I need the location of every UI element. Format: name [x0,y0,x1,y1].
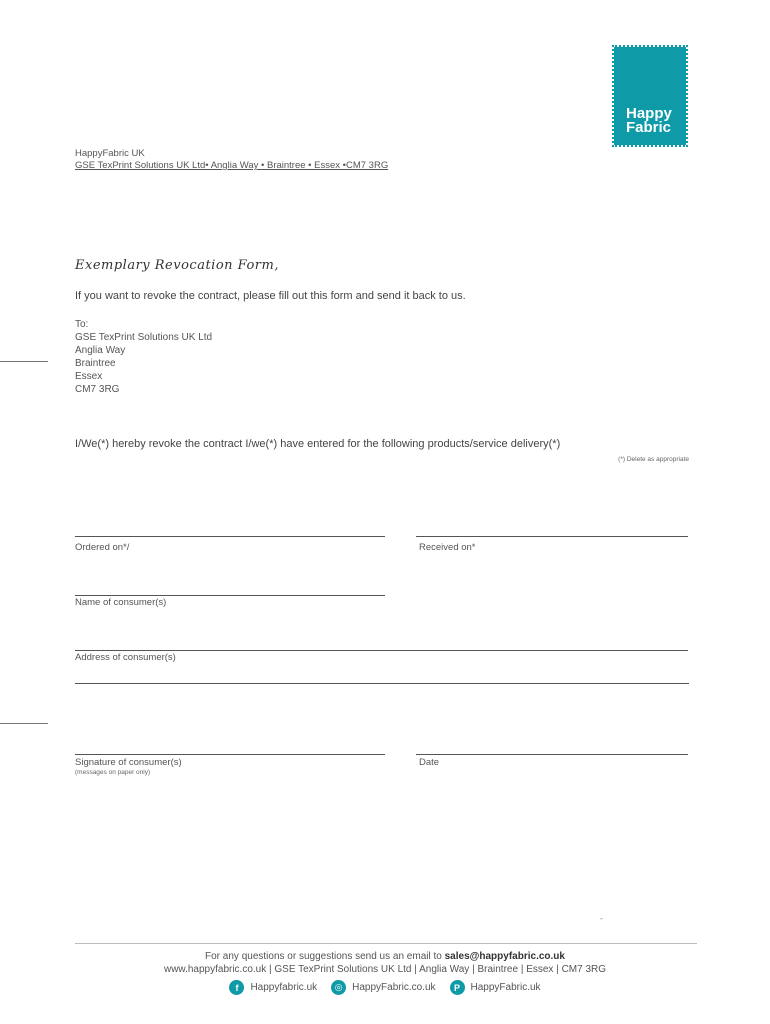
ordered-on-label: Ordered on*/ [75,542,130,553]
social-facebook[interactable] [229,980,317,995]
recipient-line: Essex [75,371,103,382]
sender-name: HappyFabric UK [75,148,145,159]
facebook-icon: f [229,980,244,995]
recipient-address [75,318,212,396]
consumer-name-label: Name of consumer(s) [75,597,167,608]
social-label: HappyFabric.uk [470,982,541,993]
pinterest-icon: P [450,980,465,995]
date-field[interactable] [416,754,688,755]
intro-text: If you want to revoke the contract, please fill out this form and send it back to us. [75,290,466,302]
signature-field[interactable] [75,754,385,755]
footer-email-link[interactable]: sales@happyfabric.co.uk [444,951,565,962]
social-instagram[interactable] [331,980,435,995]
social-links [0,980,770,995]
consumer-address-label: Address of consumer(s) [75,652,176,663]
social-label: HappyFabric.co.uk [352,982,436,993]
received-on-field[interactable] [416,536,688,537]
signature-note: (messages on paper only) [75,769,151,776]
footer-divider [75,943,697,944]
date-label: Date [419,757,440,768]
social-pinterest[interactable] [450,980,541,995]
delete-note: (*) Delete as appropriate [618,456,689,463]
page-mark: - [600,914,603,923]
received-on-label: Received on* [419,542,476,553]
recipient-line: Anglia Way [75,345,126,356]
happy-fabric-logo [614,47,686,145]
consumer-name-field[interactable] [75,595,385,596]
form-title: Exemplary Revocation Form, [75,258,279,273]
revocation-statement: I/We(*) hereby revoke the contract I/we(*) have entered for the following products/service delivery(*) [75,438,561,450]
social-label: Happyfabric.uk [250,982,318,993]
logo-line-1: Happy [626,105,672,122]
sender-block [75,148,388,172]
fold-mark [0,361,48,362]
ordered-on-field[interactable] [75,536,385,537]
footer-contact [0,951,770,962]
recipient-line: Braintree [75,358,116,369]
consumer-address-field[interactable] [75,650,688,651]
instagram-icon: ◎ [331,980,346,995]
logo-line-2: Fabric [626,119,672,136]
footer-address: www.happyfabric.co.uk | GSE TexPrint Solutions UK Ltd | Anglia Way | Braintree | Essex | CM7 3RG [163,964,607,975]
recipient-line: GSE TexPrint Solutions UK Ltd [75,332,213,343]
footer-contact-text: For any questions or suggestions send us an email to [205,951,445,962]
consumer-address-field-2[interactable] [75,683,689,684]
signature-label: Signature of consumer(s) [75,757,182,768]
sender-address: GSE TexPrint Solutions UK Ltd• Anglia Way • Braintree • Essex •CM7 3RG [75,160,389,171]
fold-mark [0,723,48,724]
recipient-line: To: [75,319,89,330]
recipient-line: CM7 3RG [75,384,120,395]
